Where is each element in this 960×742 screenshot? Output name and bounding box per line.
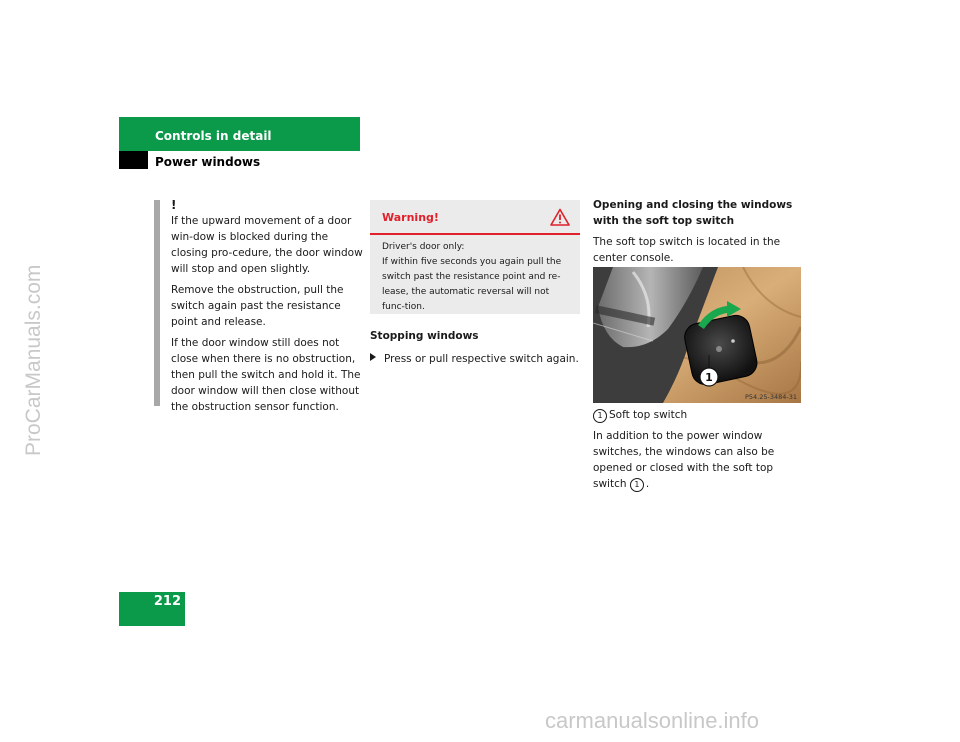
warning-line-1: Driver's door only: (382, 242, 465, 252)
photo-label: P54.25-3484-31 (744, 393, 797, 401)
warning-box (370, 200, 580, 314)
warning-line-2: If within five seconds you again pull the switch past the resistance point and re-lease, the automatic reversal will not func-tion. (382, 257, 562, 312)
bottom-watermark: carmanualsonline.info (545, 708, 760, 733)
stopping-bullet-text: Press or pull respective switch again. (384, 353, 579, 365)
softtop-heading: Opening and closing the windows with the soft top switch (593, 199, 793, 227)
softtop-section (593, 197, 805, 271)
softtop-after-body: In addition to the power window switches, the windows can also be opened or closed with the soft top switch (593, 430, 775, 490)
softtop-after-text (593, 428, 805, 492)
caption-text: Soft top switch (609, 409, 688, 421)
warning-body (382, 240, 574, 315)
stopping-heading: Stopping windows (370, 330, 479, 342)
console-illustration (593, 267, 801, 403)
softtop-intro: The soft top switch is located in the center console. (593, 236, 781, 264)
page-number: 212 (153, 594, 181, 609)
bullet-arrow-icon (370, 353, 376, 361)
note-mark: ! (171, 198, 177, 212)
note-paragraph-2: Remove the obstruction, pull the switch again past the resistance point and release. (171, 284, 344, 328)
note-block (171, 197, 363, 420)
subsection-title: Power windows (155, 155, 261, 169)
note-paragraph-1: If the upward movement of a door win-dow is blocked during the closing pro-cedure, the door window will stop and open slightly. (171, 215, 363, 275)
subsection-marker (119, 151, 148, 169)
note-sidebar (154, 200, 160, 406)
warning-title: Warning! (382, 211, 439, 224)
stopping-bullet (370, 351, 585, 367)
photo-caption (593, 407, 805, 423)
caption-number-badge: 1 (593, 409, 607, 423)
section-title: Controls in detail (155, 129, 272, 143)
note-paragraph-3: If the door window still does not close when there is no obstruction, then pull the switch and hold it. The door window will then close without the obstruction sensor function. (171, 337, 361, 413)
center-console-photo (593, 267, 801, 403)
warning-triangle-icon (550, 208, 570, 226)
softtop-after-end: . (645, 478, 650, 490)
warning-header (370, 200, 580, 235)
side-watermark: ProCarManuals.com (22, 264, 45, 456)
inline-number-badge: 1 (630, 478, 644, 492)
photo-callout-number: 1 (705, 371, 713, 384)
